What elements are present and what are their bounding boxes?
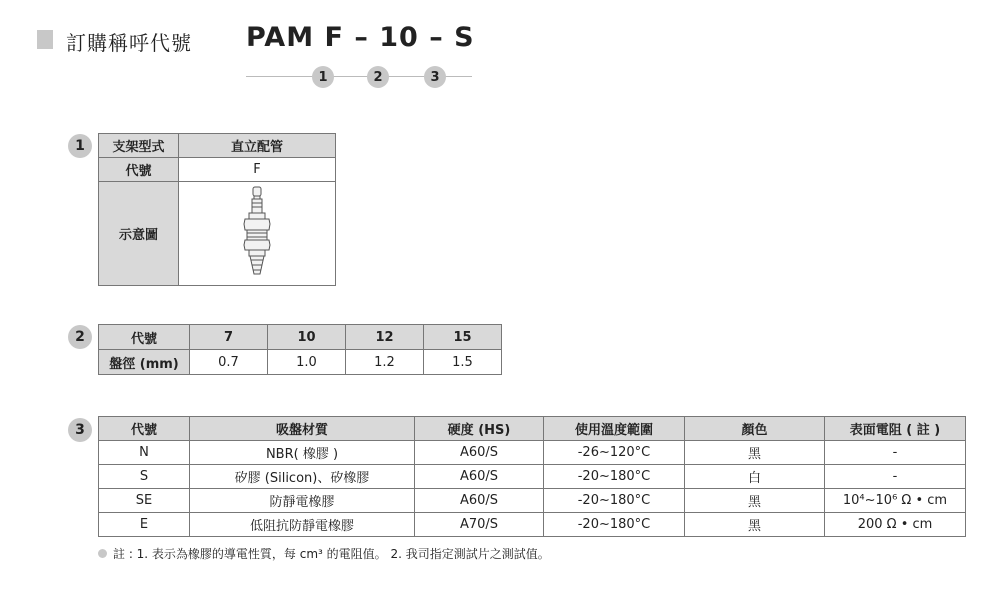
material-code: E [99, 513, 190, 537]
mount-type-table [98, 133, 336, 286]
column-header-material: 吸盤材質 [190, 417, 415, 441]
resistance-value: - [825, 465, 966, 489]
code-value: F [179, 158, 336, 182]
table-row [99, 441, 966, 465]
color-value: 黑 [685, 441, 825, 465]
position-marker-1: 1 [312, 66, 334, 88]
material-code: S [99, 465, 190, 489]
temperature-range: -20~180°C [544, 513, 685, 537]
column-header-code: 代號 [99, 417, 190, 441]
color-value: 黑 [685, 513, 825, 537]
column-header-hardness: 硬度 (HS) [415, 417, 544, 441]
table-row [99, 489, 966, 513]
order-code-label: 訂購稱呼代號 [66, 31, 192, 55]
column-header-temperature: 使用溫度範圍 [544, 417, 685, 441]
hardness-value: A60/S [415, 441, 544, 465]
column-header-resistance: 表面電阻 ( 註 ) [825, 417, 966, 441]
section-number-1: 1 [68, 134, 92, 158]
hardness-value: A60/S [415, 489, 544, 513]
position-marker-3: 3 [424, 66, 446, 88]
size-code: 10 [268, 325, 346, 350]
material-name: NBR( 橡膠 ) [190, 441, 415, 465]
temperature-range: -26~120°C [544, 441, 685, 465]
hardness-value: A70/S [415, 513, 544, 537]
hardness-value: A60/S [415, 465, 544, 489]
resistance-value: - [825, 441, 966, 465]
pad-size-table [98, 324, 502, 375]
pad-material-table [98, 416, 966, 537]
mount-type-value-header: 直立配管 [179, 134, 336, 158]
diameter-value: 1.2 [346, 350, 424, 375]
material-name: 防靜電橡膠 [190, 489, 415, 513]
table-row [99, 465, 966, 489]
diameter-label: 盤徑 (mm) [99, 350, 190, 375]
table-row [99, 182, 336, 286]
section-number-2: 2 [68, 325, 92, 349]
vertical-fitting-icon [237, 184, 277, 280]
resistance-value: 200 Ω • cm [825, 513, 966, 537]
color-value: 白 [685, 465, 825, 489]
table-row [99, 513, 966, 537]
table-row [99, 350, 502, 375]
size-code: 7 [190, 325, 268, 350]
table-row [99, 325, 502, 350]
material-name: 矽膠 (Silicon)、矽橡膠 [190, 465, 415, 489]
resistance-value: 10⁴~10⁶ Ω • cm [825, 489, 966, 513]
table-row [99, 158, 336, 182]
temperature-range: -20~180°C [544, 465, 685, 489]
material-name: 低阻抗防靜電橡膠 [190, 513, 415, 537]
footnote [98, 545, 550, 562]
table-row [99, 134, 336, 158]
diameter-value: 1.0 [268, 350, 346, 375]
diameter-value: 1.5 [424, 350, 502, 375]
position-marker-2: 2 [367, 66, 389, 88]
diagram-cell [179, 182, 336, 286]
diagram-label: 示意圖 [99, 182, 179, 286]
section-number-3: 3 [68, 418, 92, 442]
color-value: 黑 [685, 489, 825, 513]
footnote-text: 註 : 1. 表示為橡膠的導電性質，每 cm³ 的電阻值。 2. 我司指定測試片之測試值。 [113, 547, 550, 561]
material-code: N [99, 441, 190, 465]
bullet-icon [98, 549, 107, 558]
diameter-value: 0.7 [190, 350, 268, 375]
table-header-row [99, 417, 966, 441]
order-code: PAM F – 10 – S [246, 22, 475, 53]
temperature-range: -20~180°C [544, 489, 685, 513]
size-code-label: 代號 [99, 325, 190, 350]
size-code: 15 [424, 325, 502, 350]
code-label: 代號 [99, 158, 179, 182]
column-header-color: 顏色 [685, 417, 825, 441]
size-code: 12 [346, 325, 424, 350]
mount-type-header: 支架型式 [99, 134, 179, 158]
material-code: SE [99, 489, 190, 513]
heading-marker [37, 30, 53, 49]
